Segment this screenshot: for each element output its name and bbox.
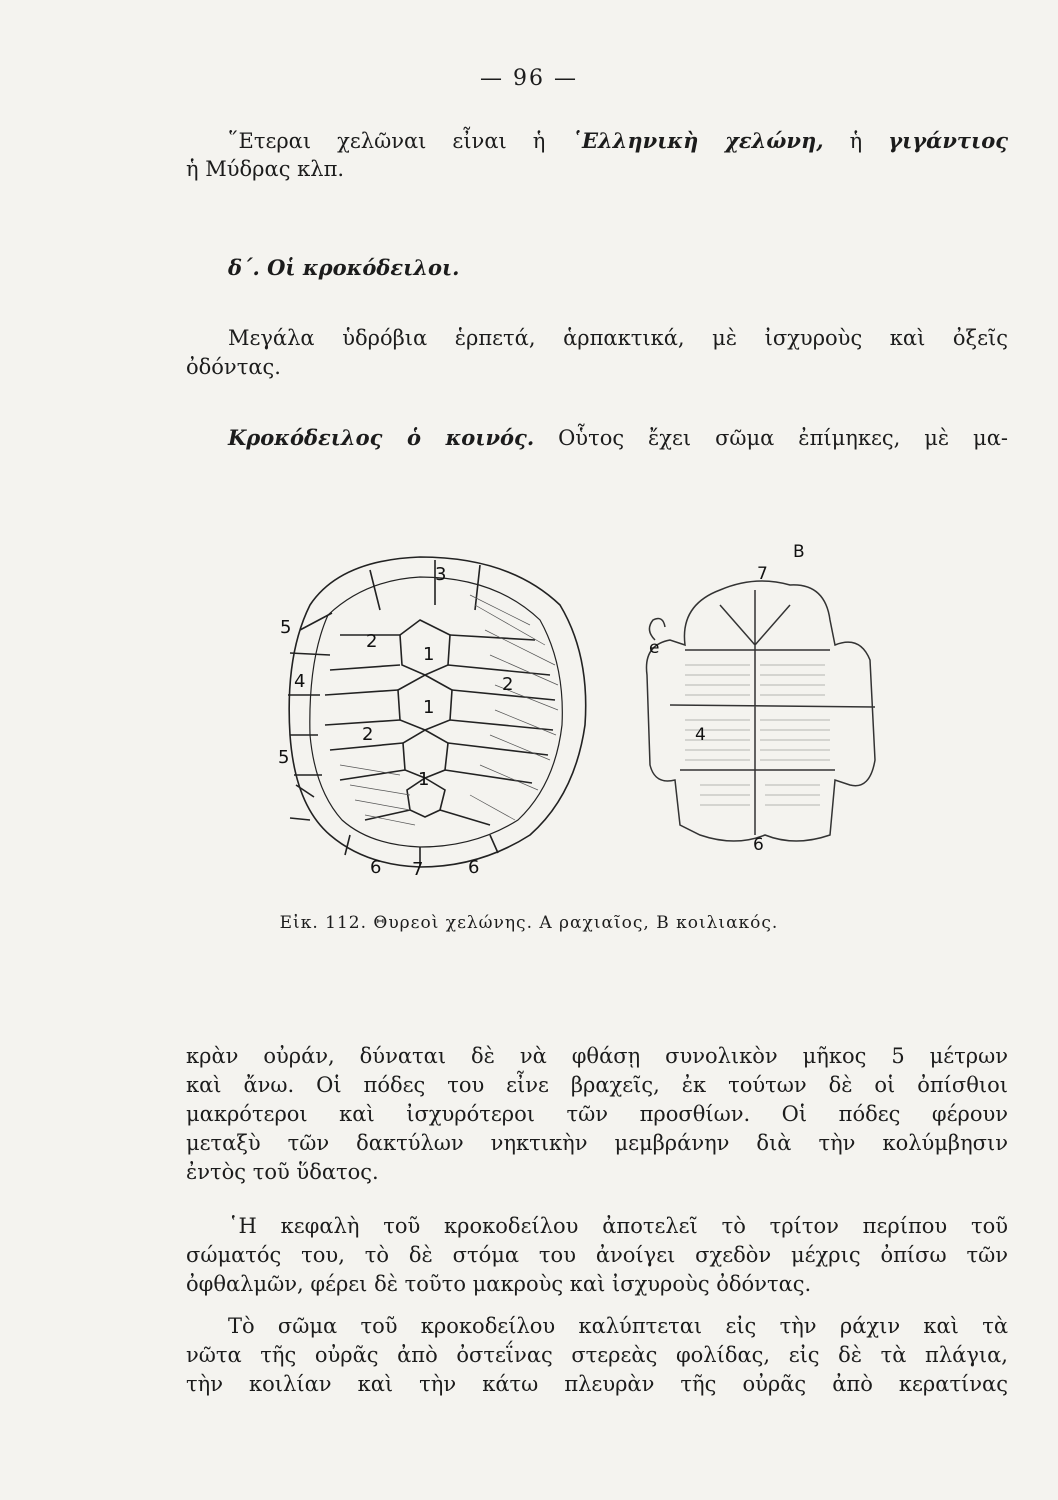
paragraph-scales xyxy=(186,1312,1008,1399)
label-6-right: 6 xyxy=(468,857,480,878)
label-3: 3 xyxy=(435,564,447,585)
label-5-top: 5 xyxy=(280,617,292,638)
carapace-inner-ring xyxy=(310,577,563,847)
paragraph-line: Κροκόδειλος ὁ κοινός. Οὗτος ἔχει σῶμα ἐπίμηκες, μὲ μα- xyxy=(228,425,1008,450)
paragraph-line: μεταξὺ τῶν δακτύλων νηκτικὴν μεμβράνην διὰ τὴν κολύμβησιν xyxy=(186,1131,1008,1155)
label-1-middle: 1 xyxy=(423,697,435,718)
paragraph-line: τὴν κοιλίαν καὶ τὴν κάτω πλευρὰν τῆς οὐρᾶς ἀπὸ κερατίνας xyxy=(186,1372,1008,1396)
marginal-scute-lines xyxy=(288,560,498,865)
paragraph-line: νῶτα τῆς οὐρᾶς ἀπὸ ὀστεΐνας στερεὰς φολίδας, εἰς δὲ τὰ πλάγια, xyxy=(186,1343,1008,1367)
carapace-outline xyxy=(289,557,586,867)
paragraph-line: κρὰν οὐράν, δύναται δὲ νὰ φθάσῃ συνολικὸν μῆκος 5 μέτρων xyxy=(186,1044,1008,1068)
paragraph-tail-and-feet xyxy=(186,1042,1008,1187)
paragraph-line: ὀφθαλμῶν, φέρει δὲ τοῦτο μακροὺς καὶ ἰσχυροὺς ὀδόντας. xyxy=(186,1272,812,1296)
label-7-plastron: 7 xyxy=(757,564,768,584)
paragraph-line: ῞Ετεραι χελῶναι εἶναι ἡ ῾Ελληνικὴ χελώνη, ἡ γιγάντιος xyxy=(228,128,1008,153)
paragraph-line: ὀδόντας. xyxy=(186,355,281,379)
emphasis-giant: γιγάντιος xyxy=(888,128,1008,153)
label-1-upper: 1 xyxy=(423,644,435,665)
figure-caption: Εἰκ. 112. Θυρεοὶ χελώνης. Α ραχιαῖος, Β κοιλιακός. xyxy=(279,913,779,933)
ventral-plastron-figure xyxy=(625,535,890,865)
paragraph-common-crocodile xyxy=(186,423,1008,452)
plastron-seams xyxy=(670,590,875,835)
emphasis-greek-turtle: ῾Ελληνικὴ χελώνη, xyxy=(571,128,824,153)
label-7: 7 xyxy=(412,859,424,880)
plastron-outline xyxy=(646,581,875,841)
plastron-hatching xyxy=(685,665,830,805)
label-2-right: 2 xyxy=(502,674,514,695)
label-4-plastron: 4 xyxy=(695,725,706,745)
paragraph-crocodile-intro xyxy=(186,324,1008,382)
paragraph-line: ῾Η κεφαλὴ τοῦ κροκοδείλου ἀποτελεῖ τὸ τρίτον περίπου τοῦ xyxy=(228,1214,1008,1238)
paragraph-other-turtles xyxy=(186,126,1008,184)
label-4: 4 xyxy=(294,671,306,692)
label-hook xyxy=(649,619,665,640)
paragraph-head xyxy=(186,1212,1008,1299)
paragraph-line: ἐντὸς τοῦ ὕδατος. xyxy=(186,1160,379,1184)
paragraph-line: Μεγάλα ὑδρόβια ἑρπετά, ἁρπακτικά, μὲ ἰσχυροὺς καὶ ὀξεῖς xyxy=(228,326,1008,350)
paragraph-line: Τὸ σῶμα τοῦ κροκοδείλου καλύπτεται εἰς τὴν ράχιν καὶ τὰ xyxy=(228,1314,1008,1338)
paragraph-line: σώματός του, τὸ δὲ στόμα του ἀνοίγει σχεδὸν μέχρις ὀπίσω τῶν xyxy=(186,1243,1008,1267)
emphasis-common-crocodile: Κροκόδειλος ὁ κοινός. xyxy=(228,425,535,450)
label-B: B xyxy=(793,542,805,562)
label-6-left: 6 xyxy=(370,857,382,878)
hatching xyxy=(340,595,558,825)
label-5-bottom: 5 xyxy=(278,747,290,768)
label-1-lower: 1 xyxy=(418,769,430,790)
label-2-lower-left: 2 xyxy=(362,724,374,745)
paragraph-line: ἡ Μύδρας κλπ. xyxy=(186,157,345,181)
dorsal-carapace-figure xyxy=(270,535,600,880)
label-6-plastron: 6 xyxy=(753,835,764,855)
paragraph-line: καὶ ἄνω. Οἱ πόδες του εἶνε βραχεῖς, ἐκ τούτων δὲ οἱ ὀπίσθιοι xyxy=(186,1073,1008,1097)
label-2-upper-left: 2 xyxy=(366,631,378,652)
label-e: e xyxy=(649,638,660,658)
section-heading: δ΄. Οἱ κροκόδειλοι. xyxy=(228,255,460,280)
paragraph-line: μακρότεροι καὶ ἰσχυρότεροι τῶν προσθίων. Οἱ πόδες φέρουν xyxy=(186,1102,1008,1126)
page-number: — 96 — xyxy=(480,66,578,91)
